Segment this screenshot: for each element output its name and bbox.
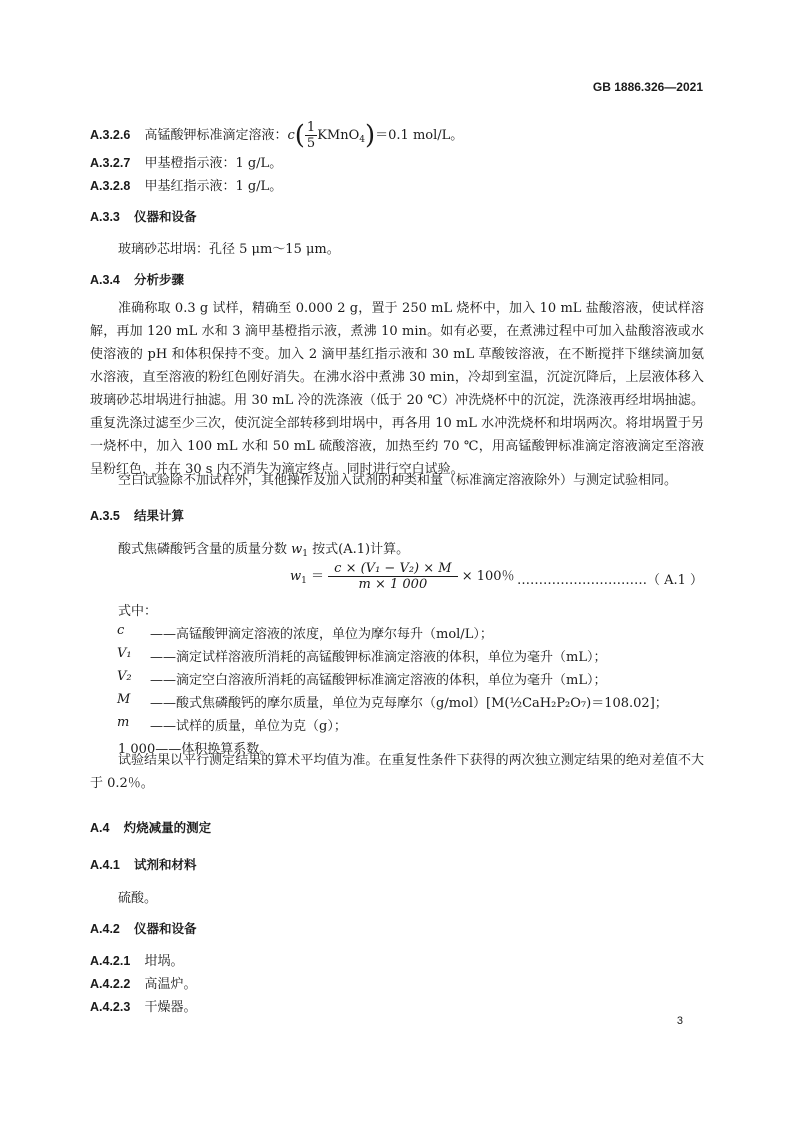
section-title: 结果计算 bbox=[134, 508, 185, 523]
section-number: A.3.5 bbox=[90, 509, 120, 523]
result-conclusion: 试验结果以平行测定结果的算术平均值为准。在重复性条件下获得的两次独立测定结果的绝对差值不大于 0.2％。 bbox=[90, 753, 704, 791]
eq-fraction bbox=[328, 561, 457, 592]
eq-lhs: w bbox=[290, 569, 302, 584]
clause-number: A.3.2.6 bbox=[90, 128, 131, 142]
clause-number: A.3.2.7 bbox=[90, 156, 131, 170]
clause-text: 干燥器。 bbox=[144, 1000, 197, 1015]
section-a33-body: 玻璃砂芯坩埚：孔径 5 μm～15 μm。 bbox=[118, 242, 340, 257]
definition-text: ——滴定试样溶液所消耗的高锰酸钾标准滴定溶液的体积，单位为毫升（mL）； bbox=[150, 650, 607, 665]
definition-text: ——高锰酸钾滴定溶液的浓度，单位为摩尔每升（mol/L）； bbox=[150, 627, 493, 642]
clause-a423 bbox=[90, 996, 196, 1015]
eq-tail: × 100％ bbox=[461, 569, 515, 584]
fraction-numerator: 1 bbox=[306, 120, 316, 135]
symbol-definitions bbox=[0, 623, 793, 733]
section-title: 灼烧减量的测定 bbox=[123, 820, 212, 835]
definition-symbol: m bbox=[117, 715, 130, 730]
section-a4-heading bbox=[90, 818, 211, 836]
clause-prefix: 高锰酸钾标准滴定溶液： bbox=[144, 128, 288, 143]
section-title: 试剂和材料 bbox=[134, 857, 197, 872]
left-paren: ( bbox=[294, 120, 305, 151]
page-number: 3 bbox=[676, 1015, 683, 1027]
clause-number: A.4.2.1 bbox=[90, 954, 131, 968]
clause-a326 bbox=[90, 120, 463, 151]
formula-sub: 4 bbox=[359, 135, 365, 145]
definition-symbol: V₂ bbox=[117, 669, 132, 684]
section-title: 仪器和设备 bbox=[134, 209, 197, 224]
standard-number: GB 1886.326—2021 bbox=[592, 80, 703, 94]
section-a33-heading bbox=[90, 207, 197, 225]
mass-fraction-symbol: w bbox=[291, 542, 303, 557]
section-title: 仪器和设备 bbox=[134, 921, 197, 936]
definition-symbol: M bbox=[117, 692, 131, 707]
fraction bbox=[305, 120, 317, 151]
formula: KMnO bbox=[317, 128, 360, 143]
section-number: A.4 bbox=[90, 821, 110, 835]
clause-text: 甲基橙指示液：1 g/L。 bbox=[144, 156, 283, 171]
clause-number: A.4.2.2 bbox=[90, 977, 131, 991]
right-paren: ) bbox=[364, 120, 376, 151]
definition-row bbox=[0, 715, 793, 738]
definition-text: ——滴定空白溶液所消耗的高锰酸钾标准滴定溶液的体积，单位为毫升（mL）； bbox=[150, 673, 607, 688]
calc-intro bbox=[118, 538, 409, 559]
clause-number: A.4.2.3 bbox=[90, 1000, 131, 1014]
clause-text: 坩埚。 bbox=[144, 954, 184, 969]
clause-a421 bbox=[90, 950, 183, 969]
section-a41-heading bbox=[90, 855, 197, 873]
definition-row bbox=[0, 646, 793, 669]
clause-suffix: ＝0.1 mol/L。 bbox=[375, 128, 464, 143]
equation-tag: …………………………（ A.1 ） bbox=[516, 573, 703, 588]
eq-numerator: c × (V₁ − V₂) × M bbox=[328, 561, 457, 577]
section-a35-heading bbox=[90, 506, 184, 524]
equation-a1 bbox=[290, 561, 515, 592]
conc-symbol: c bbox=[287, 128, 295, 143]
calc-intro-text: 酸式焦磷酸钙含量的质量分数 bbox=[118, 542, 292, 557]
section-a42-heading bbox=[90, 919, 197, 937]
clause-number: A.3.2.8 bbox=[90, 179, 131, 193]
definition-symbol: V₁ bbox=[117, 646, 132, 661]
mass-fraction-sub: 1 bbox=[302, 549, 309, 559]
clause-text: 高温炉。 bbox=[144, 977, 197, 992]
definition-row bbox=[0, 623, 793, 646]
section-a41-body: 硫酸。 bbox=[118, 891, 158, 906]
clause-a422 bbox=[90, 973, 196, 992]
section-title: 分析步骤 bbox=[134, 272, 185, 287]
blank-test-paragraph: 空白试验除不加试样外，其他操作及加入试剂的种类和量（标准滴定溶液除外）与测定试验相同。 bbox=[118, 473, 678, 488]
definition-row bbox=[0, 692, 793, 715]
section-number: A.3.3 bbox=[90, 210, 120, 224]
eq-denominator: m × 1 000 bbox=[358, 577, 428, 592]
definition-symbol: c bbox=[117, 623, 125, 638]
section-number: A.3.4 bbox=[90, 273, 120, 287]
eq-equals: ＝ bbox=[311, 569, 325, 584]
calc-intro-text-end: 按式(A.1)计算。 bbox=[308, 542, 410, 557]
conversion-factor: 1 000——体积换算系数。 bbox=[118, 742, 273, 757]
eq-lhs-sub: 1 bbox=[301, 576, 307, 586]
procedure-paragraph: 准确称取 0.3 g 试样，精确至 0.000 2 g，置于 250 mL 烧杯中，加入 10 mL 盐酸溶液，使试样溶解，再加 120 mL 水和 3 滴甲基橙指示液，煮沸 10 min。如有必要，在煮沸过程中可加入盐酸溶液或水使溶液的 pH 和体积保持不变。加入 2 滴甲基红指示液和 30 mL 草酸铵溶液，在不断搅拌下继续滴加氨水溶液，直至溶液的粉红色刚好消失。在沸水浴中煮沸 30 min，冷却到室温，沉淀沉降后，上层液体移入玻璃砂芯坩埚进行抽滤。用 30 mL 冷的洗涤液（低于 20 ℃）冲洗烧杯中的沉淀，洗涤液再经坩埚抽滤。重复洗涤过滤至少三次，使沉淀全部转移到坩埚中，再各用 10 mL 水冲洗烧杯和坩埚两次。将坩埚置于另一烧杯中，加入 100 mL 水和 50 mL 硫酸溶液，加热至约 70 ℃，用高锰酸钾标准滴定溶液滴定至溶液呈粉红色，并在 30 s 内不消失为滴定终点。同时进行空白试验。 bbox=[90, 301, 704, 477]
definition-text: ——试样的质量，单位为克（g）； bbox=[150, 719, 347, 734]
clause-a327 bbox=[90, 152, 282, 171]
definition-row bbox=[0, 669, 793, 692]
clause-a328 bbox=[90, 175, 282, 194]
where-label: 式中： bbox=[118, 604, 158, 619]
definition-text: ——酸式焦磷酸钙的摩尔质量，单位为克每摩尔（g/mol）[M(½CaH₂P₂O₇)＝108.02]； bbox=[150, 696, 668, 711]
section-number: A.4.1 bbox=[90, 858, 120, 872]
clause-text: 甲基红指示液：1 g/L。 bbox=[144, 179, 283, 194]
section-number: A.4.2 bbox=[90, 922, 120, 936]
section-a34-heading bbox=[90, 270, 184, 288]
fraction-denominator: 5 bbox=[306, 136, 316, 151]
